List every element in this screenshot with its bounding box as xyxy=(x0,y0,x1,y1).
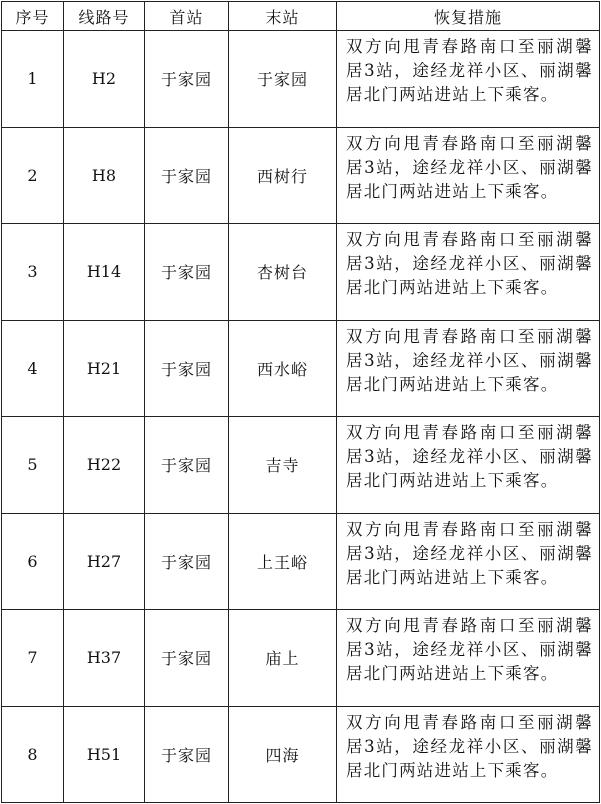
cell-end-station: 西树行 xyxy=(229,127,337,224)
cell-seq: 5 xyxy=(2,417,64,514)
cell-end-station: 于家园 xyxy=(229,31,337,128)
cell-route: H27 xyxy=(64,513,145,610)
cell-end-station: 上王峪 xyxy=(229,513,337,610)
cell-end-station: 杏树台 xyxy=(229,224,337,321)
cell-seq: 7 xyxy=(2,610,64,707)
cell-start-station: 于家园 xyxy=(145,320,229,417)
cell-seq: 1 xyxy=(2,31,64,128)
table-header-row xyxy=(2,2,600,31)
cell-seq: 4 xyxy=(2,320,64,417)
cell-end-station: 四海 xyxy=(229,706,337,803)
cell-seq: 8 xyxy=(2,706,64,803)
header-recovery-measure: 恢复措施 xyxy=(337,2,600,31)
route-recovery-table xyxy=(1,1,600,803)
cell-recovery-measure: 双方向甩青春路南口至丽湖馨居3站，途经龙祥小区、丽湖馨居北门两站进站上下乘客。 xyxy=(337,417,600,514)
table-row xyxy=(2,127,600,224)
cell-start-station: 于家园 xyxy=(145,31,229,128)
cell-route: H51 xyxy=(64,706,145,803)
cell-end-station: 西水峪 xyxy=(229,320,337,417)
header-route: 线路号 xyxy=(64,2,145,31)
cell-seq: 3 xyxy=(2,224,64,321)
header-end-station: 末站 xyxy=(229,2,337,31)
cell-start-station: 于家园 xyxy=(145,513,229,610)
cell-route: H37 xyxy=(64,610,145,707)
table-row xyxy=(2,417,600,514)
cell-start-station: 于家园 xyxy=(145,706,229,803)
cell-end-station: 庙上 xyxy=(229,610,337,707)
table-row xyxy=(2,31,600,128)
table-row xyxy=(2,224,600,321)
cell-recovery-measure: 双方向甩青春路南口至丽湖馨居3站，途经龙祥小区、丽湖馨居北门两站进站上下乘客。 xyxy=(337,513,600,610)
cell-recovery-measure: 双方向甩青春路南口至丽湖馨居3站，途经龙祥小区、丽湖馨居北门两站进站上下乘客。 xyxy=(337,224,600,321)
cell-start-station: 于家园 xyxy=(145,610,229,707)
cell-recovery-measure: 双方向甩青春路南口至丽湖馨居3站，途经龙祥小区、丽湖馨居北门两站进站上下乘客。 xyxy=(337,127,600,224)
table-row xyxy=(2,320,600,417)
table-row xyxy=(2,513,600,610)
table-row xyxy=(2,610,600,707)
cell-route: H22 xyxy=(64,417,145,514)
cell-route: H21 xyxy=(64,320,145,417)
cell-seq: 2 xyxy=(2,127,64,224)
cell-end-station: 吉寺 xyxy=(229,417,337,514)
header-start-station: 首站 xyxy=(145,2,229,31)
cell-start-station: 于家园 xyxy=(145,127,229,224)
cell-recovery-measure: 双方向甩青春路南口至丽湖馨居3站，途经龙祥小区、丽湖馨居北门两站进站上下乘客。 xyxy=(337,320,600,417)
cell-route: H14 xyxy=(64,224,145,321)
cell-start-station: 于家园 xyxy=(145,417,229,514)
cell-seq: 6 xyxy=(2,513,64,610)
cell-start-station: 于家园 xyxy=(145,224,229,321)
cell-recovery-measure: 双方向甩青春路南口至丽湖馨居3站，途经龙祥小区、丽湖馨居北门两站进站上下乘客。 xyxy=(337,706,600,803)
cell-route: H8 xyxy=(64,127,145,224)
table-row xyxy=(2,706,600,803)
cell-recovery-measure: 双方向甩青春路南口至丽湖馨居3站，途经龙祥小区、丽湖馨居北门两站进站上下乘客。 xyxy=(337,610,600,707)
cell-route: H2 xyxy=(64,31,145,128)
header-seq: 序号 xyxy=(2,2,64,31)
cell-recovery-measure: 双方向甩青春路南口至丽湖馨居3站，途经龙祥小区、丽湖馨居北门两站进站上下乘客。 xyxy=(337,31,600,128)
